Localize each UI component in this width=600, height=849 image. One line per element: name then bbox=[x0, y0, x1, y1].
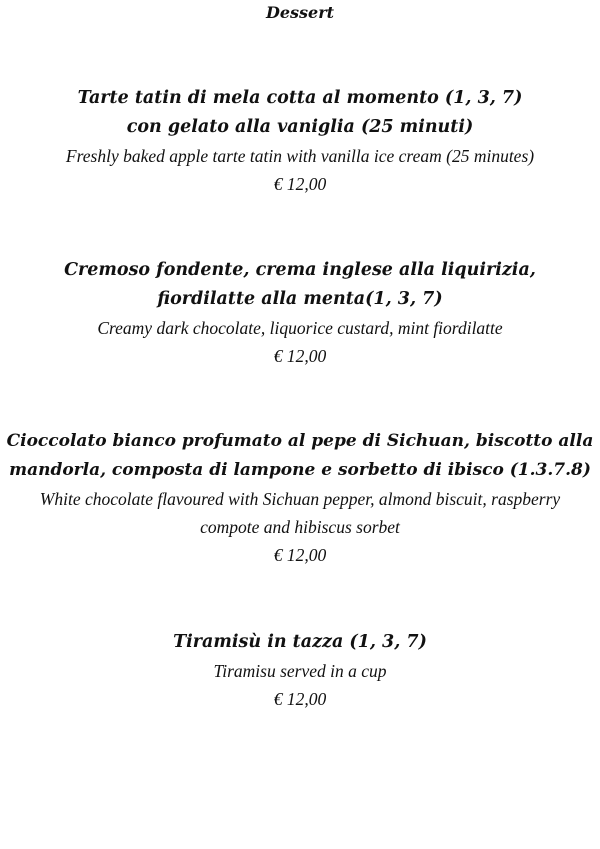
menu-item bbox=[0, 84, 600, 198]
dish-description: Creamy dark chocolate, liquorice custard, mint fiordilatte bbox=[97, 318, 503, 338]
dish-name: Tarte tatin di mela cotta al momento (1, 3, 7) con gelato alla vaniglia (25 minuti) bbox=[77, 88, 523, 137]
section-title: Dessert bbox=[265, 3, 335, 22]
dish-price: € 12,00 bbox=[273, 174, 327, 194]
dish-price: € 12,00 bbox=[273, 689, 327, 709]
dish-name: Tiramisù in tazza (1, 3, 7) bbox=[173, 632, 427, 652]
menu-item bbox=[0, 256, 600, 370]
menu-item bbox=[0, 628, 600, 713]
menu-item bbox=[0, 427, 600, 569]
dish-name: Cioccolato bianco profumato al pepe di Sichuan, biscotto alla mandorla, composta di lampone e sorbetto di ibisco (1.3.7.8) bbox=[6, 431, 594, 480]
dish-price: € 12,00 bbox=[273, 346, 327, 366]
dish-price: € 12,00 bbox=[273, 545, 327, 565]
dish-name: Cremoso fondente, crema inglese alla liquirizia, fiordilatte alla menta(1, 3, 7) bbox=[64, 260, 536, 309]
dish-description: Tiramisu served in a cup bbox=[213, 661, 387, 681]
dish-description: Freshly baked apple tarte tatin with vanilla ice cream (25 minutes) bbox=[65, 146, 535, 166]
dish-description: White chocolate flavoured with Sichuan pepper, almond biscuit, raspberry compote and hibiscus sorbet bbox=[39, 489, 561, 537]
